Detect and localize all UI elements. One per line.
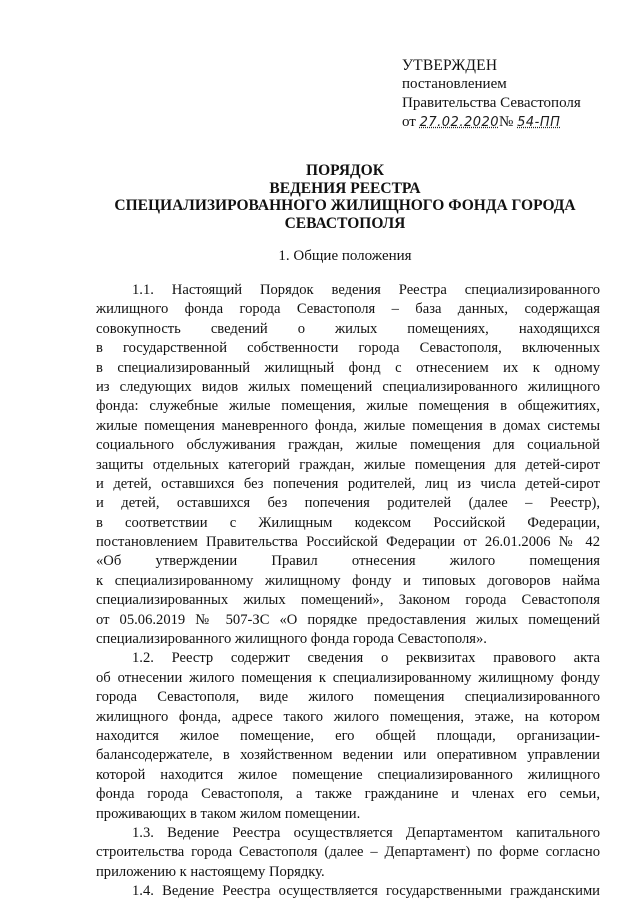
text-line: 1.1. Настоящий Порядок ведения Реестра специализированного	[132, 282, 600, 298]
approval-date: 27.02.2020	[419, 115, 500, 130]
text-line: и детей, оставшихся без попечения родителей, лиц из числа детей-сирот	[96, 475, 600, 492]
text-line: жилищного фонда города Севастополя – база данных, содержащая	[96, 301, 600, 318]
text-line: к специализированному жилищному фонду и типовых договоров найма	[96, 572, 600, 589]
approval-date-line	[402, 113, 602, 132]
title-line-1: ПОРЯДОК	[306, 162, 384, 179]
text-line: балансодержателе, в хозяйственном ведении или оперативном управлении	[96, 747, 600, 764]
text-line: фонда: служебные жилые помещения, жилые помещения в общежитиях,	[96, 398, 600, 415]
approval-from-label: от	[402, 114, 416, 130]
text-line: в специализированный жилищный фонд с отнесением их к одному	[96, 359, 600, 376]
text-line: совокупность сведений о жилых помещениях, находящихся	[96, 320, 600, 337]
approval-stamp	[402, 56, 602, 132]
title-line-2: ВЕДЕНИЯ РЕЕСТРА	[269, 179, 421, 197]
text-line: «Об утверждении Правил отнесения жилого помещения	[96, 553, 600, 570]
document-title	[60, 162, 630, 232]
approval-line-2: Правительства Севастополя	[402, 95, 581, 111]
text-line: об отнесении жилого помещения к специализированному жилищному фонду	[96, 669, 600, 686]
document-body	[96, 281, 600, 902]
text-line: жилищного фонда, адресе такого жилого помещения, этаже, на котором	[96, 708, 600, 725]
text-line: в государственной собственности города Севастополя, включенных	[96, 340, 600, 357]
approval-heading: УТВЕРЖДЕН	[402, 57, 498, 74]
text-line: 1.4. Ведение Реестра осуществляется государственными гражданскими	[132, 883, 600, 900]
text-line: 1.2. Реестр содержит сведения о реквизитах правового акта	[132, 650, 600, 667]
approval-line-1: постановлением	[402, 76, 507, 92]
approval-number-label: №	[499, 114, 514, 130]
text-line: из следующих видов жилых помещений специализированного жилищного	[96, 378, 600, 395]
title-line-3: СПЕЦИАЛИЗИРОВАННОГО ЖИЛИЩНОГО ФОНДА ГОРОДА	[114, 197, 576, 214]
text-line: проживающих в таком жилом помещении.	[96, 805, 361, 822]
text-line: специализированного жилищного фонда города Севастополя».	[96, 631, 487, 648]
text-line: защиты отдельных категорий граждан, жилые помещения для детей-сирот	[96, 456, 600, 473]
text-line: специализированных жилых помещений», Законом города Севастополя	[96, 592, 600, 609]
text-line: находится жилое помещение, его общей площади, организации-	[96, 727, 600, 744]
text-line: и детей, оставшихся без попечения родителей (далее – Реестр),	[96, 495, 600, 512]
section-heading: 1. Общие положения	[278, 248, 412, 264]
text-line: в соответствии с Жилищным кодексом Российской Федерации,	[96, 514, 600, 531]
text-line: приложению к настоящему Порядку.	[96, 863, 325, 880]
text-line: жилые помещения маневренного фонда, жилые помещения в домах системы	[96, 417, 600, 434]
text-line: 1.3. Ведение Реестра осуществляется Департаментом капитального	[132, 824, 600, 841]
text-line: фонда города Севастополя, а также гражданине и членах его семьи,	[96, 786, 600, 803]
text-line: социального обслуживания граждан, жилые помещения для социальной	[96, 437, 600, 454]
title-line-4: СЕВАСТОПОЛЯ	[284, 214, 406, 232]
text-line: от 05.06.2019 № 507-ЗС «О порядке предоставления жилых помещений	[96, 611, 600, 628]
text-line: строительства города Севастополя (далее – Департамент) по форме согласно	[96, 844, 600, 861]
approval-number: 54-ПП	[517, 115, 561, 130]
text-line: постановлением Правительства Российской Федерации от 26.01.2006 № 42	[96, 534, 600, 551]
text-line: которой находится жилое помещение специализированного жилищного	[96, 766, 600, 783]
text-line: города Севастополя, виде жилого помещения специализированного	[96, 689, 600, 706]
